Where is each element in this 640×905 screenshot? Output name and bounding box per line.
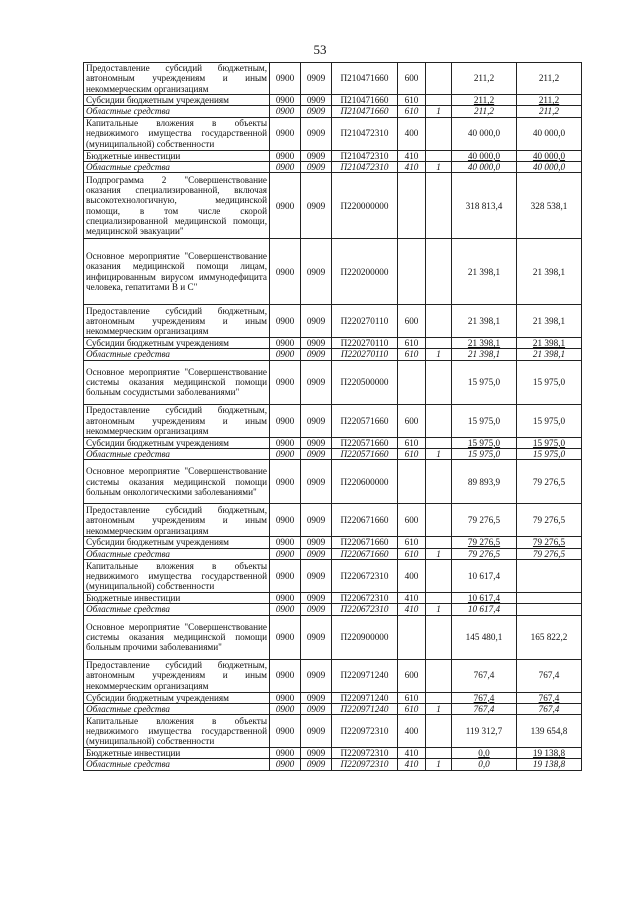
source-code-cell — [426, 360, 452, 404]
source-code-cell — [426, 504, 452, 537]
expense-type-cell: 610 — [398, 437, 426, 448]
expense-type-cell: 410 — [398, 150, 426, 161]
row-name-cell: Предоставление субсидий бюджетным, автономным учреждениям и иным некоммерческим организациям — [84, 659, 270, 692]
section-code-cell: 0900 — [270, 449, 301, 460]
year1-amount-cell: 15 975,0 — [452, 360, 517, 404]
table-row — [84, 117, 582, 150]
year1-amount-cell: 21 398,1 — [452, 338, 517, 349]
expense-type-cell: 400 — [398, 117, 426, 150]
table-row — [84, 338, 582, 349]
year1-amount-cell: 0,0 — [452, 759, 517, 770]
row-name-cell: Предоставление субсидий бюджетным, автономным учреждениям и иным некоммерческим организациям — [84, 63, 270, 95]
section-code-cell: 0900 — [270, 460, 301, 504]
section-code-cell: 0900 — [270, 759, 301, 770]
year2-amount-cell: 21 398,1 — [517, 338, 582, 349]
expense-type-cell: 410 — [398, 592, 426, 603]
year1-amount-cell: 145 480,1 — [452, 615, 517, 659]
source-code-cell: 1 — [426, 106, 452, 117]
year2-amount-cell: 21 398,1 — [517, 239, 582, 305]
row-name-cell: Областные средства — [84, 548, 270, 559]
section-code-cell: 0900 — [270, 117, 301, 150]
year2-amount-cell: 40 000,0 — [517, 161, 582, 172]
row-name-cell: Капитальные вложения в объекты недвижимого имущества государственной (муниципальной) собственности — [84, 559, 270, 592]
source-code-cell — [426, 117, 452, 150]
source-code-cell — [426, 748, 452, 759]
source-code-cell: 1 — [426, 349, 452, 360]
subsection-code-cell: 0909 — [301, 338, 332, 349]
year2-amount-cell: 79 276,5 — [517, 460, 582, 504]
source-code-cell: 1 — [426, 161, 452, 172]
section-code-cell: 0900 — [270, 106, 301, 117]
expense-type-cell: 410 — [398, 604, 426, 615]
subsection-code-cell: 0909 — [301, 659, 332, 692]
table-row — [84, 537, 582, 548]
target-article-cell: П210471660 — [332, 63, 398, 95]
expense-type-cell: 610 — [398, 449, 426, 460]
expense-type-cell: 600 — [398, 659, 426, 692]
section-code-cell: 0900 — [270, 748, 301, 759]
subsection-code-cell: 0909 — [301, 504, 332, 537]
section-code-cell: 0900 — [270, 150, 301, 161]
year1-amount-cell: 767,4 — [452, 703, 517, 714]
expense-type-cell — [398, 239, 426, 305]
year2-amount-cell: 15 975,0 — [517, 437, 582, 448]
year2-amount-cell: 767,4 — [517, 703, 582, 714]
table-row — [84, 437, 582, 448]
row-name-cell: Субсидии бюджетным учреждениям — [84, 692, 270, 703]
subsection-code-cell: 0909 — [301, 703, 332, 714]
table-row — [84, 349, 582, 360]
subsection-code-cell: 0909 — [301, 615, 332, 659]
page-number: 53 — [313, 42, 327, 57]
row-name-cell: Подпрограмма 2 "Совершенствование оказания специализированной, включая высокотехнологичную, медицинской помощи, в том числе скорой специализированной медицинской помощи, медицинской эвакуации" — [84, 173, 270, 239]
year2-amount-cell: 40 000,0 — [517, 150, 582, 161]
year2-amount-cell: 79 276,5 — [517, 537, 582, 548]
subsection-code-cell: 0909 — [301, 349, 332, 360]
source-code-cell: 1 — [426, 703, 452, 714]
table-row — [84, 615, 582, 659]
section-code-cell: 0900 — [270, 360, 301, 404]
target-article-cell: П220900000 — [332, 615, 398, 659]
year2-amount-cell — [517, 592, 582, 603]
subsection-code-cell: 0909 — [301, 95, 332, 106]
year1-amount-cell: 21 398,1 — [452, 349, 517, 360]
row-name-cell: Областные средства — [84, 759, 270, 770]
table-row — [84, 63, 582, 95]
subsection-code-cell: 0909 — [301, 460, 332, 504]
row-name-cell: Капитальные вложения в объекты недвижимого имущества государственной (муниципальной) собственности — [84, 117, 270, 150]
year1-amount-cell: 40 000,0 — [452, 117, 517, 150]
expense-type-cell: 610 — [398, 548, 426, 559]
target-article-cell: П220671660 — [332, 537, 398, 548]
target-article-cell: П220972310 — [332, 759, 398, 770]
subsection-code-cell: 0909 — [301, 548, 332, 559]
expense-type-cell — [398, 360, 426, 404]
row-name-cell: Бюджетные инвестиции — [84, 748, 270, 759]
table-row — [84, 161, 582, 172]
target-article-cell: П220600000 — [332, 460, 398, 504]
target-article-cell: П220672310 — [332, 559, 398, 592]
expense-type-cell: 410 — [398, 161, 426, 172]
expense-type-cell: 610 — [398, 537, 426, 548]
expense-type-cell: 600 — [398, 504, 426, 537]
source-code-cell — [426, 559, 452, 592]
year2-amount-cell: 15 975,0 — [517, 449, 582, 460]
table-row — [84, 95, 582, 106]
row-name-cell: Субсидии бюджетным учреждениям — [84, 338, 270, 349]
year1-amount-cell: 40 000,0 — [452, 150, 517, 161]
source-code-cell — [426, 460, 452, 504]
target-article-cell: П220972310 — [332, 748, 398, 759]
section-code-cell: 0900 — [270, 604, 301, 615]
row-name-cell: Капитальные вложения в объекты недвижимого имущества государственной (муниципальной) собственности — [84, 715, 270, 748]
table-row — [84, 360, 582, 404]
year2-amount-cell: 139 654,8 — [517, 715, 582, 748]
year2-amount-cell: 15 975,0 — [517, 360, 582, 404]
source-code-cell — [426, 659, 452, 692]
source-code-cell — [426, 305, 452, 338]
source-code-cell: 1 — [426, 548, 452, 559]
subsection-code-cell: 0909 — [301, 604, 332, 615]
expense-type-cell: 610 — [398, 703, 426, 714]
expense-type-cell: 600 — [398, 404, 426, 437]
target-article-cell: П210472310 — [332, 117, 398, 150]
subsection-code-cell: 0909 — [301, 150, 332, 161]
source-code-cell — [426, 615, 452, 659]
source-code-cell — [426, 692, 452, 703]
budget-table-body — [84, 63, 582, 771]
expense-type-cell — [398, 460, 426, 504]
year1-amount-cell: 10 617,4 — [452, 604, 517, 615]
row-name-cell: Субсидии бюджетным учреждениям — [84, 95, 270, 106]
section-code-cell: 0900 — [270, 404, 301, 437]
expense-type-cell: 610 — [398, 349, 426, 360]
row-name-cell: Основное мероприятие "Совершенствование оказания медицинской помощи лицам, инфицированным вирусом иммунодефицита человека, гепатитами В и С" — [84, 239, 270, 305]
source-code-cell: 1 — [426, 449, 452, 460]
target-article-cell: П220671660 — [332, 504, 398, 537]
section-code-cell: 0900 — [270, 239, 301, 305]
row-name-cell: Бюджетные инвестиции — [84, 150, 270, 161]
subsection-code-cell: 0909 — [301, 239, 332, 305]
table-row — [84, 715, 582, 748]
section-code-cell: 0900 — [270, 703, 301, 714]
table-row — [84, 759, 582, 770]
source-code-cell — [426, 63, 452, 95]
subsection-code-cell: 0909 — [301, 748, 332, 759]
expense-type-cell: 610 — [398, 106, 426, 117]
table-row — [84, 150, 582, 161]
row-name-cell: Областные средства — [84, 349, 270, 360]
year1-amount-cell: 79 276,5 — [452, 548, 517, 559]
row-name-cell: Областные средства — [84, 106, 270, 117]
table-row — [84, 604, 582, 615]
expense-type-cell: 410 — [398, 748, 426, 759]
year1-amount-cell: 318 813,4 — [452, 173, 517, 239]
target-article-cell: П220972310 — [332, 715, 398, 748]
table-row — [84, 659, 582, 692]
expense-type-cell: 610 — [398, 95, 426, 106]
year2-amount-cell: 767,4 — [517, 659, 582, 692]
subsection-code-cell: 0909 — [301, 592, 332, 603]
section-code-cell: 0900 — [270, 615, 301, 659]
table-row — [84, 404, 582, 437]
subsection-code-cell: 0909 — [301, 437, 332, 448]
source-code-cell — [426, 537, 452, 548]
target-article-cell: П220500000 — [332, 360, 398, 404]
row-name-cell: Областные средства — [84, 161, 270, 172]
row-name-cell: Основное мероприятие "Совершенствование системы оказания медицинской помощи больным прочими заболеваниями" — [84, 615, 270, 659]
row-name-cell: Основное мероприятие "Совершенствование системы оказания медицинской помощи больным сосудистыми заболеваниями" — [84, 360, 270, 404]
section-code-cell: 0900 — [270, 659, 301, 692]
subsection-code-cell: 0909 — [301, 305, 332, 338]
year2-amount-cell: 19 138,8 — [517, 759, 582, 770]
expense-type-cell: 600 — [398, 63, 426, 95]
source-code-cell — [426, 404, 452, 437]
year1-amount-cell: 21 398,1 — [452, 239, 517, 305]
target-article-cell: П220971240 — [332, 703, 398, 714]
row-name-cell: Субсидии бюджетным учреждениям — [84, 537, 270, 548]
target-article-cell: П220000000 — [332, 173, 398, 239]
year2-amount-cell — [517, 604, 582, 615]
year2-amount-cell: 79 276,5 — [517, 548, 582, 559]
target-article-cell: П220971240 — [332, 659, 398, 692]
source-code-cell — [426, 592, 452, 603]
expense-type-cell: 400 — [398, 559, 426, 592]
source-code-cell — [426, 715, 452, 748]
table-row — [84, 748, 582, 759]
subsection-code-cell: 0909 — [301, 692, 332, 703]
year1-amount-cell: 79 276,5 — [452, 537, 517, 548]
section-code-cell: 0900 — [270, 305, 301, 338]
subsection-code-cell: 0909 — [301, 715, 332, 748]
row-name-cell: Областные средства — [84, 449, 270, 460]
year2-amount-cell: 165 822,2 — [517, 615, 582, 659]
source-code-cell — [426, 338, 452, 349]
year1-amount-cell: 15 975,0 — [452, 437, 517, 448]
year1-amount-cell: 211,2 — [452, 106, 517, 117]
budget-table — [83, 62, 582, 771]
year1-amount-cell: 119 312,7 — [452, 715, 517, 748]
expense-type-cell: 600 — [398, 305, 426, 338]
section-code-cell: 0900 — [270, 715, 301, 748]
target-article-cell: П220571660 — [332, 449, 398, 460]
table-row — [84, 692, 582, 703]
section-code-cell: 0900 — [270, 338, 301, 349]
target-article-cell: П220270110 — [332, 305, 398, 338]
table-row — [84, 239, 582, 305]
table-row — [84, 592, 582, 603]
table-row — [84, 460, 582, 504]
source-code-cell: 1 — [426, 759, 452, 770]
row-name-cell: Областные средства — [84, 703, 270, 714]
source-code-cell — [426, 150, 452, 161]
expense-type-cell: 610 — [398, 692, 426, 703]
row-name-cell: Основное мероприятие "Совершенствование системы оказания медицинской помощи больным онкологическими заболеваниями" — [84, 460, 270, 504]
target-article-cell: П210471660 — [332, 106, 398, 117]
subsection-code-cell: 0909 — [301, 360, 332, 404]
section-code-cell: 0900 — [270, 548, 301, 559]
row-name-cell: Предоставление субсидий бюджетным, автономным учреждениям и иным некоммерческим организациям — [84, 504, 270, 537]
subsection-code-cell: 0909 — [301, 161, 332, 172]
subsection-code-cell: 0909 — [301, 117, 332, 150]
row-name-cell: Бюджетные инвестиции — [84, 592, 270, 603]
source-code-cell — [426, 239, 452, 305]
row-name-cell: Областные средства — [84, 604, 270, 615]
source-code-cell — [426, 437, 452, 448]
target-article-cell: П220571660 — [332, 404, 398, 437]
year2-amount-cell: 211,2 — [517, 95, 582, 106]
section-code-cell: 0900 — [270, 95, 301, 106]
subsection-code-cell: 0909 — [301, 449, 332, 460]
year1-amount-cell: 211,2 — [452, 63, 517, 95]
year1-amount-cell: 15 975,0 — [452, 404, 517, 437]
expense-type-cell: 410 — [398, 759, 426, 770]
year1-amount-cell: 211,2 — [452, 95, 517, 106]
target-article-cell: П220270110 — [332, 338, 398, 349]
subsection-code-cell: 0909 — [301, 759, 332, 770]
table-row — [84, 173, 582, 239]
expense-type-cell — [398, 615, 426, 659]
table-row — [84, 504, 582, 537]
subsection-code-cell: 0909 — [301, 106, 332, 117]
target-article-cell: П220200000 — [332, 239, 398, 305]
expense-type-cell — [398, 173, 426, 239]
section-code-cell: 0900 — [270, 437, 301, 448]
year1-amount-cell: 767,4 — [452, 692, 517, 703]
subsection-code-cell: 0909 — [301, 559, 332, 592]
table-row — [84, 449, 582, 460]
source-code-cell — [426, 173, 452, 239]
target-article-cell: П210472310 — [332, 161, 398, 172]
source-code-cell — [426, 95, 452, 106]
target-article-cell: П220672310 — [332, 592, 398, 603]
target-article-cell: П220571660 — [332, 437, 398, 448]
target-article-cell: П220971240 — [332, 692, 398, 703]
target-article-cell: П210472310 — [332, 150, 398, 161]
year2-amount-cell: 767,4 — [517, 692, 582, 703]
year1-amount-cell: 21 398,1 — [452, 305, 517, 338]
row-name-cell: Субсидии бюджетным учреждениям — [84, 437, 270, 448]
section-code-cell: 0900 — [270, 349, 301, 360]
section-code-cell: 0900 — [270, 173, 301, 239]
year1-amount-cell: 89 893,9 — [452, 460, 517, 504]
target-article-cell: П220270110 — [332, 349, 398, 360]
year1-amount-cell: 0,0 — [452, 748, 517, 759]
subsection-code-cell: 0909 — [301, 404, 332, 437]
section-code-cell: 0900 — [270, 63, 301, 95]
year2-amount-cell: 211,2 — [517, 106, 582, 117]
year2-amount-cell: 211,2 — [517, 63, 582, 95]
row-name-cell: Предоставление субсидий бюджетным, автономным учреждениям и иным некоммерческим организациям — [84, 305, 270, 338]
row-name-cell: Предоставление субсидий бюджетным, автономным учреждениям и иным некоммерческим организациям — [84, 404, 270, 437]
year2-amount-cell: 21 398,1 — [517, 305, 582, 338]
year2-amount-cell: 40 000,0 — [517, 117, 582, 150]
subsection-code-cell: 0909 — [301, 173, 332, 239]
subsection-code-cell: 0909 — [301, 63, 332, 95]
target-article-cell: П220672310 — [332, 604, 398, 615]
table-row — [84, 703, 582, 714]
year1-amount-cell: 767,4 — [452, 659, 517, 692]
expense-type-cell: 610 — [398, 338, 426, 349]
table-row — [84, 548, 582, 559]
section-code-cell: 0900 — [270, 559, 301, 592]
section-code-cell: 0900 — [270, 504, 301, 537]
year1-amount-cell: 10 617,4 — [452, 592, 517, 603]
target-article-cell: П210471660 — [332, 95, 398, 106]
year2-amount-cell: 21 398,1 — [517, 349, 582, 360]
section-code-cell: 0900 — [270, 692, 301, 703]
year1-amount-cell: 79 276,5 — [452, 504, 517, 537]
table-row — [84, 559, 582, 592]
year2-amount-cell — [517, 559, 582, 592]
source-code-cell: 1 — [426, 604, 452, 615]
year1-amount-cell: 15 975,0 — [452, 449, 517, 460]
year1-amount-cell: 40 000,0 — [452, 161, 517, 172]
table-row — [84, 305, 582, 338]
section-code-cell: 0900 — [270, 592, 301, 603]
target-article-cell: П220671660 — [332, 548, 398, 559]
expense-type-cell: 400 — [398, 715, 426, 748]
year1-amount-cell: 10 617,4 — [452, 559, 517, 592]
year2-amount-cell: 328 538,1 — [517, 173, 582, 239]
section-code-cell: 0900 — [270, 537, 301, 548]
table-row — [84, 106, 582, 117]
section-code-cell: 0900 — [270, 161, 301, 172]
year2-amount-cell: 79 276,5 — [517, 504, 582, 537]
year2-amount-cell: 19 138,8 — [517, 748, 582, 759]
subsection-code-cell: 0909 — [301, 537, 332, 548]
year2-amount-cell: 15 975,0 — [517, 404, 582, 437]
